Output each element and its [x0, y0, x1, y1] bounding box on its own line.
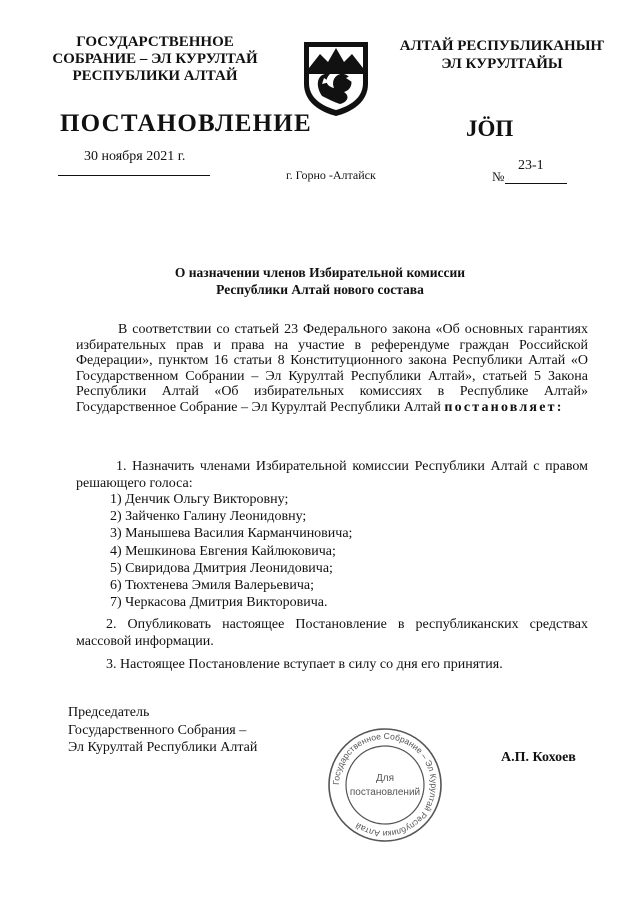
stamp-center-line: постановлений: [349, 787, 421, 798]
stamp-inner-ring: [346, 746, 424, 824]
coat-of-arms-emblem-icon: [300, 38, 372, 118]
number-sign: №: [492, 169, 505, 184]
list-item: 7) Черкасова Дмитрия Викторовича.: [110, 595, 328, 611]
list-item: 5) Свиридова Дмитрия Леонидовича;: [110, 560, 333, 576]
list-item: 3) Манышева Василия Карманчиновича;: [110, 526, 353, 542]
decree-verb: постановляет:: [444, 399, 564, 415]
list-item: 1) Денчик Ольгу Викторовну;: [110, 492, 289, 507]
document-city: г. Горно -Алтайск: [286, 168, 376, 182]
document-type-altai: JÖП: [466, 116, 514, 141]
title-line: О назначении членов Избирательной комиссии: [174, 265, 466, 280]
document-date: 30 ноября 2021 г.: [84, 149, 186, 164]
org-name-line: РЕСПУБЛИКИ АЛТАЙ: [72, 68, 238, 84]
item-3-effective: 3. Настоящее Постановление вступает в силу со дня его принятия.: [106, 657, 503, 672]
official-stamp: [326, 726, 444, 844]
signer-position-line: Государственного Собрания –: [68, 722, 247, 738]
org-name-line: АЛТАЙ РЕСПУБЛИКАНЫҤ: [399, 38, 605, 54]
number-underline: [505, 183, 567, 184]
signer-position-line: Эл Курултай Республики Алтай: [68, 740, 258, 755]
org-name-line: ГОСУДАРСТВЕННОЕ: [76, 34, 234, 50]
list-item: 4) Мешкинова Евгения Кайлюковича;: [110, 543, 336, 559]
list-item: 2) Зайченко Галину Леонидовну;: [110, 509, 307, 525]
date-underline: [58, 175, 210, 176]
stamp-ring-text: [331, 731, 439, 839]
title-line: Республики Алтай нового состава: [216, 282, 424, 297]
signer-position-line: Председатель: [68, 705, 150, 720]
item-1-appoint: 1. Назначить членами Избирательной комиссии Республики Алтай с правом решающего голоса:: [76, 459, 588, 491]
item-2-publish: 2. Опубликовать настоящее Постановление в республиканских средствах массовой информации.: [76, 617, 588, 649]
org-name-line: СОБРАНИЕ – ЭЛ КУРУЛТАЙ: [52, 51, 258, 67]
org-name-altai: [382, 37, 622, 73]
document-title: [120, 264, 520, 298]
appointee-list: [110, 491, 352, 611]
org-name-line: ЭЛ КУРУЛТАЙЫ: [441, 56, 563, 72]
preamble-paragraph: [76, 322, 588, 416]
signer-position: [68, 704, 257, 757]
list-item: 6) Тюхтенева Эмиля Валерьевича;: [110, 578, 314, 594]
org-name-russian: [40, 34, 270, 85]
document-number: 23-1: [518, 158, 544, 173]
preamble-text: В соответствии со статьей 23 Федерального закона «Об основных гарантиях избирательных прав и права на участие в референдуме граждан Российской Федерации», пунктом 16 статьи 8 Конституционного закона Республики Алтай «О Государственном Собрании – Эл Курултай Республики Алтай», статьей 5 Закона Республики Алтай «Об избирательных комиссиях в Республике Алтай» Государственное Собрание – Эл Курултай Республики Алтай: [76, 322, 588, 415]
document-type-russian: ПОСТАНОВЛЕНИЕ: [60, 110, 312, 137]
stamp-center-line: Для: [375, 773, 395, 784]
signer-name: А.П. Кохоев: [501, 750, 576, 765]
stamp-ring-path: Государственное Собрание – Эл Курултай Республики Алтай: [330, 730, 440, 840]
